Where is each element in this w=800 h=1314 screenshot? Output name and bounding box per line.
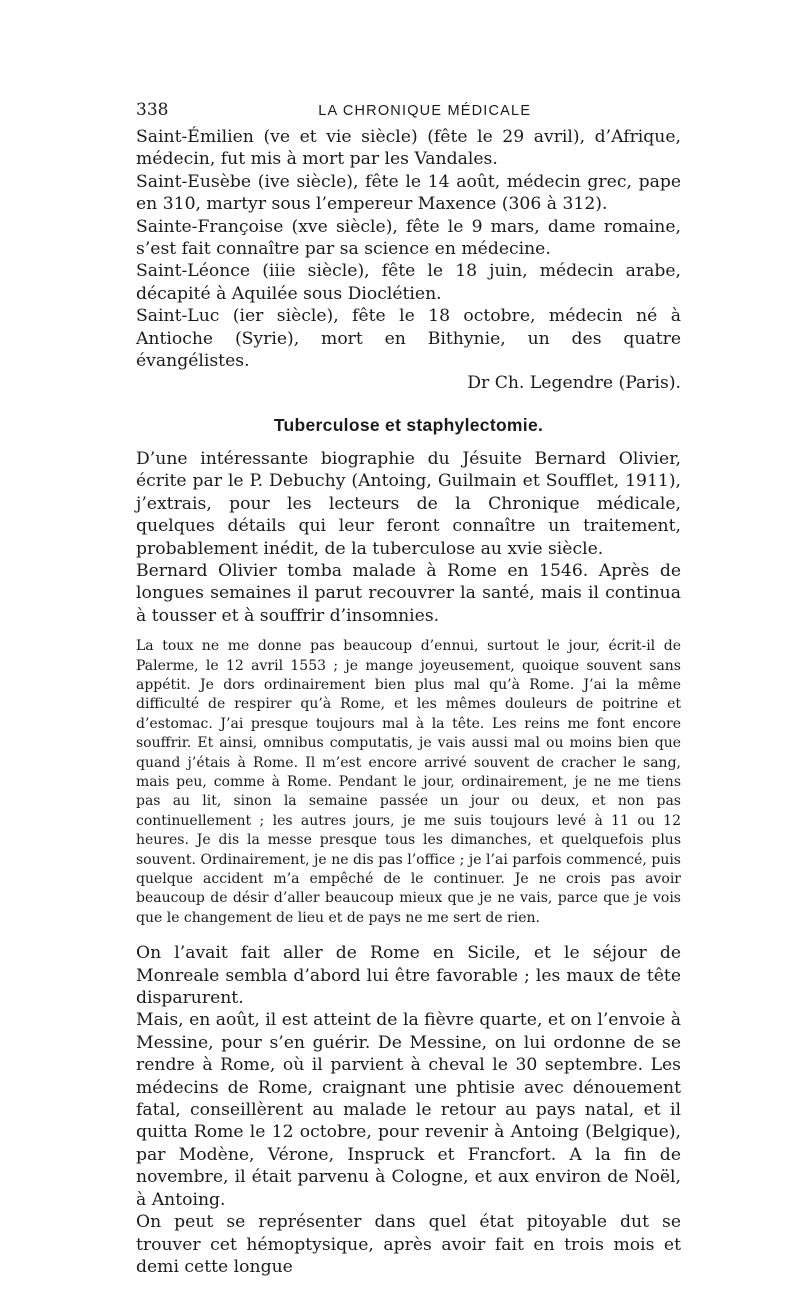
page: [136, 100, 681, 1278]
page-header: [136, 100, 681, 120]
intro-paragraph: Bernard Olivier tomba malade à Rome en 1546. Après de longues semaines il parut recouvrer la santé, mais il continua à tousser et à souffrir d’insomnies.: [136, 560, 681, 626]
article-title: Tuberculose et staphylectomie.: [273, 414, 544, 435]
saint-entry: Saint-Émilien (ve et vie siècle) (fête le 29 avril), d’Afrique, médecin, fut mis à mort par les Vandales.: [136, 127, 681, 170]
saint-entry: Saint-Luc (ier siècle), fête le 18 octobre, médecin né à Antioche (Syrie), mort en Bithynie, un des quatre évangélistes.: [136, 306, 681, 372]
intro-paragraph: D’une intéressante biographie du Jésuite Bernard Olivier, écrite par le P. Debuchy (Antoing, Guilmain et Soufflet, 1911), j’extrais, pour les lecteurs de la Chronique médicale, quelques détails qui leur feront connaître un traitement, probablement inédit, de la tuberculose au xvie siècle.: [136, 448, 681, 559]
running-title: LA CHRONIQUE MÉDICALE: [318, 103, 532, 119]
body-paragraph: On peut se représenter dans quel état pitoyable dut se trouver cet hémoptysique, après avoir fait en trois mois et demi cette longue: [136, 1212, 681, 1277]
saint-entry: Saint-Léonce (iiie siècle), fête le 18 juin, médecin arabe, décapité à Aquilée sous Dioclétien.: [136, 261, 681, 304]
letter-quote: [136, 637, 681, 928]
author-signature: Dr Ch. Legendre (Paris).: [467, 373, 681, 394]
body-paragraph: Mais, en août, il est atteint de la fièvre quarte, et on l’envoie à Messine, pour s’en guérir. De Messine, on lui ordonne de se rendre à Rome, où il parvient à cheval le 30 septembre. Les médecins de Rome, craignant une phtisie avec dénouement fatal, conseillèrent au malade le retour au pays natal, et il quitta Rome le 12 octobre, pour revenir à Antoing (Belgique), par Modène, Vérone, Inspruck et Francfort. A la fin de novembre, il était parvenu à Cologne, et aux environ de Noël, à Antoing.: [136, 1010, 681, 1210]
body-paragraph: On l’avait fait aller de Rome en Sicile, et le séjour de Monreale sembla d’abord lui être favorable ; les maux de tête disparurent.: [136, 943, 681, 1009]
saint-entry: Sainte-Françoise (xve siècle), fête le 9 mars, dame romaine, s’est fait connaître par sa science en médecine.: [136, 216, 681, 260]
saint-entry: Saint-Eusèbe (ive siècle), fête le 14 août, médecin grec, pape en 310, martyr sous l’empereur Maxence (306 à 312).: [136, 171, 681, 215]
quote-text: La toux ne me donne pas beaucoup d’ennui, surtout le jour, écrit-il de Palerme, le 12 avril 1553 ; je mange joyeusement, quoique souvent sans appétit. Je dors ordinairement bien plus mal qu’à Rome. J’ai la même difficulté de respirer qu’à Rome, et les mêmes douleurs de poitrine et d’estomac. J’ai presque toujours mal à la tête. Les reins me font encore souffrir. Et ainsi, omnibus computatis, je vais aussi mal ou moins bien que quand j’étais à Rome. Il m’est encore arrivé souvent de cracher le sang, mais peu, comme à Rome. Pendant le jour, ordinairement, je ne me tiens pas au lit, sinon la semaine passée un jour ou deux, et non pas continuellement ; les autres jours, je me suis toujours levé à 11 ou 12 heures. Je dis la messe presque tous les dimanches, et quelquefois plus souvent. Ordinairement, je ne dis pas l’office ; je l’ai parfois commencé, puis quelque accident m’a empêché de le continuer. Je ne crois pas avoir beaucoup de désir d’aller beaucoup mieux que je ne vais, parce que je vois que le changement de lieu et de pays ne me sert de rien.: [136, 638, 681, 926]
page-number: 338: [136, 100, 169, 120]
